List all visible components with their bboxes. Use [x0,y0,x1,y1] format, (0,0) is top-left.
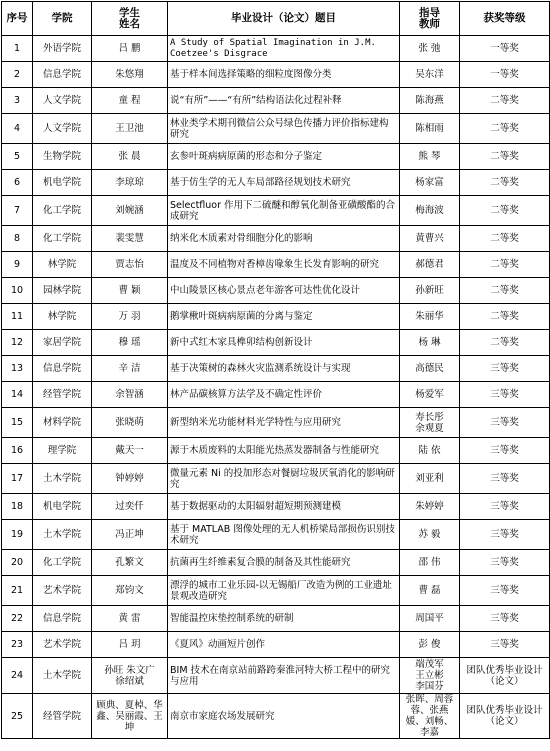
cell-seq: 4 [2,114,33,144]
table-row [2,576,550,606]
cell-student: 过奕仟 [92,494,168,520]
cell-seq: 15 [2,408,33,438]
table-row [2,170,550,196]
cell-student: 刘婉涵 [92,196,168,226]
table-row [2,252,550,278]
cell-title: 鹅掌楸叶斑病病原菌的分离与鉴定 [168,304,400,330]
table-row [2,196,550,226]
cell-college: 信息学院 [33,356,92,382]
cell-award: 二等奖 [460,330,550,356]
cell-seq: 9 [2,252,33,278]
cell-student: 戴天一 [92,438,168,464]
cell-college: 外语学院 [33,36,92,62]
cell-advisor: 梅海波 [400,196,460,226]
cell-award: 二等奖 [460,114,550,144]
cell-student: 余智涵 [92,382,168,408]
cell-advisor: 曹 磊 [400,576,460,606]
cell-college: 机电学院 [33,494,92,520]
cell-title: 说“有所”——“有所”结构语法化过程补释 [168,88,400,114]
table-row [2,144,550,170]
cell-seq: 1 [2,36,33,62]
cell-student: 贾志怡 [92,252,168,278]
cell-student: 王卫池 [92,114,168,144]
cell-seq: 24 [2,658,33,694]
cell-advisor: 熊 琴 [400,144,460,170]
cell-title: 林业类学术期刊微信公众号绿色传播力评价指标建构研究 [168,114,400,144]
cell-advisor: 朱婷婷 [400,494,460,520]
cell-award: 二等奖 [460,144,550,170]
cell-title: 基于样本间选择策略的细粒度图像分类 [168,62,400,88]
cell-award: 二等奖 [460,278,550,304]
cell-title: 抗菌再生纤维素复合膜的制备及其性能研究 [168,550,400,576]
cell-award: 三等奖 [460,464,550,494]
cell-title: 温度及不同植物对香樟齿喙象生长发育影响的研究 [168,252,400,278]
cell-college: 化工学院 [33,550,92,576]
cell-award: 二等奖 [460,252,550,278]
cell-student: 曹 颖 [92,278,168,304]
cell-advisor: 黄曹兴 [400,226,460,252]
cell-student: 裴雯慧 [92,226,168,252]
cell-advisor: 陈相雨 [400,114,460,144]
cell-seq: 19 [2,520,33,550]
cell-college: 机电学院 [33,170,92,196]
table-row [2,330,550,356]
header-award: 获奖等级 [460,2,550,36]
cell-student: 吕 玥 [92,632,168,658]
cell-seq: 6 [2,170,33,196]
cell-advisor: 端茂军 王立彬 李国芬 [400,658,460,694]
cell-advisor: 苏 毅 [400,520,460,550]
cell-advisor: 朱丽华 [400,304,460,330]
cell-seq: 17 [2,464,33,494]
cell-title: 源于木质废料的太阳能光热蒸发器制备与性能研究 [168,438,400,464]
cell-seq: 20 [2,550,33,576]
cell-student: 辛 洁 [92,356,168,382]
cell-advisor: 寿长彤 余观夏 [400,408,460,438]
cell-award: 三等奖 [460,520,550,550]
cell-seq: 11 [2,304,33,330]
cell-title: 基于决策树的森林火灾监测系统设计与实现 [168,356,400,382]
cell-advisor: 孙新旺 [400,278,460,304]
cell-college: 土木学院 [33,464,92,494]
cell-student: 朱悠翔 [92,62,168,88]
table-row [2,356,550,382]
cell-student: 李琼琼 [92,170,168,196]
cell-award: 二等奖 [460,88,550,114]
cell-student: 郑钧文 [92,576,168,606]
cell-seq: 7 [2,196,33,226]
table-row [2,226,550,252]
cell-seq: 10 [2,278,33,304]
cell-student: 黄 雷 [92,606,168,632]
table-row [2,408,550,438]
table-row [2,520,550,550]
cell-award: 三等奖 [460,550,550,576]
cell-college: 经管学院 [33,382,92,408]
table-row [2,464,550,494]
cell-college: 材料学院 [33,408,92,438]
cell-student: 张晓萌 [92,408,168,438]
cell-seq: 23 [2,632,33,658]
cell-advisor: 张 弛 [400,36,460,62]
cell-college: 信息学院 [33,62,92,88]
cell-college: 化工学院 [33,196,92,226]
cell-award: 三等奖 [460,606,550,632]
cell-award: 三等奖 [460,356,550,382]
cell-award: 团队优秀毕业设计（论文） [460,694,550,739]
cell-student: 张 晨 [92,144,168,170]
cell-student: 钟婷婷 [92,464,168,494]
header-seq: 序号 [2,2,33,36]
cell-title: A Study of Spatial Imagination in J.M. Coetzee's Disgrace [168,36,400,62]
cell-advisor: 杨家富 [400,170,460,196]
table-body [2,36,550,739]
cell-seq: 14 [2,382,33,408]
cell-title: Selectfluor 作用下二硫醚和醇氧化制备亚磺酸酯的合成研究 [168,196,400,226]
header-advisor: 指导 教师 [400,2,460,36]
table-row [2,278,550,304]
table-row [2,550,550,576]
header-row [2,2,550,36]
cell-advisor: 杨爱军 [400,382,460,408]
cell-college: 人文学院 [33,114,92,144]
cell-award: 三等奖 [460,408,550,438]
cell-seq: 21 [2,576,33,606]
cell-advisor: 周国平 [400,606,460,632]
cell-college: 人文学院 [33,88,92,114]
cell-advisor: 吴东洋 [400,62,460,88]
table-row [2,694,550,739]
cell-student: 冯正坤 [92,520,168,550]
cell-advisor: 陆 依 [400,438,460,464]
cell-award: 一等奖 [460,62,550,88]
table-row [2,114,550,144]
cell-title: 微量元素 Ni 的投加形态对餐厨垃圾厌氧消化的影响研究 [168,464,400,494]
cell-seq: 25 [2,694,33,739]
cell-advisor: 陈海燕 [400,88,460,114]
cell-title: 纳米化木质素对骨细胞分化的影响 [168,226,400,252]
cell-student: 孔繁文 [92,550,168,576]
cell-title: 中山陵景区核心景点老年游客可达性优化设计 [168,278,400,304]
cell-seq: 2 [2,62,33,88]
cell-title: 新中式红木家具榫卯结构创新设计 [168,330,400,356]
cell-seq: 18 [2,494,33,520]
cell-award: 二等奖 [460,226,550,252]
cell-award: 三等奖 [460,632,550,658]
cell-title: 基于仿生学的无人车局部路径规划技术研究 [168,170,400,196]
cell-seq: 3 [2,88,33,114]
cell-title: 智能温控床垫控制系统的研制 [168,606,400,632]
header-student: 学生 姓名 [92,2,168,36]
cell-award: 三等奖 [460,576,550,606]
cell-seq: 22 [2,606,33,632]
table-row [2,88,550,114]
cell-award: 三等奖 [460,494,550,520]
cell-college: 土木学院 [33,520,92,550]
cell-college: 信息学院 [33,606,92,632]
cell-title: 《夏风》动画短片创作 [168,632,400,658]
cell-college: 艺术学院 [33,632,92,658]
cell-college: 林学院 [33,304,92,330]
cell-student: 童 程 [92,88,168,114]
cell-college: 林学院 [33,252,92,278]
cell-seq: 8 [2,226,33,252]
cell-college: 艺术学院 [33,576,92,606]
table-row [2,36,550,62]
cell-student: 顾典、夏棹、华鑫、吴丽霞、王坤 [92,694,168,739]
cell-award: 三等奖 [460,438,550,464]
table-row [2,438,550,464]
cell-award: 二等奖 [460,170,550,196]
cell-award: 二等奖 [460,304,550,330]
cell-award: 三等奖 [460,382,550,408]
cell-seq: 5 [2,144,33,170]
cell-title: 新型纳米光功能材料光学特性与应用研究 [168,408,400,438]
table-row [2,494,550,520]
table-row [2,658,550,694]
cell-college: 园林学院 [33,278,92,304]
table-row [2,382,550,408]
cell-advisor: 杨 琳 [400,330,460,356]
cell-advisor: 张晖、周蓉蓉、张燕媛、刘畅、李嘉 [400,694,460,739]
table-row [2,632,550,658]
cell-advisor: 邵 伟 [400,550,460,576]
cell-title: 林产品碳核算方法学及不确定性评价 [168,382,400,408]
cell-seq: 13 [2,356,33,382]
cell-title: 南京市家庭农场发展研究 [168,694,400,739]
cell-seq: 16 [2,438,33,464]
cell-title: 漂浮的城市工业乐园-以无锡船厂改造为例的工业遗址景观改造研究 [168,576,400,606]
cell-student: 万 羽 [92,304,168,330]
cell-college: 土木学院 [33,658,92,694]
cell-award: 二等奖 [460,196,550,226]
cell-title: 玄参叶斑病病原菌的形态和分子鉴定 [168,144,400,170]
awards-table [1,1,550,739]
cell-title: 基于数据驱动的太阳辐射超短期预测建模 [168,494,400,520]
table-row [2,62,550,88]
cell-student: 穆 瑶 [92,330,168,356]
cell-student: 吕 鹏 [92,36,168,62]
cell-college: 经管学院 [33,694,92,739]
cell-advisor: 高德民 [400,356,460,382]
table-row [2,606,550,632]
cell-seq: 12 [2,330,33,356]
cell-college: 理学院 [33,438,92,464]
cell-award: 团队优秀毕业设计（论文） [460,658,550,694]
table-row [2,304,550,330]
cell-college: 家居学院 [33,330,92,356]
cell-advisor: 郝德君 [400,252,460,278]
cell-award: 一等奖 [460,36,550,62]
cell-student: 孙旺 朱文广 徐绍斌 [92,658,168,694]
header-college: 学院 [33,2,92,36]
cell-advisor: 刘亚利 [400,464,460,494]
cell-advisor: 彭 俊 [400,632,460,658]
cell-title: BIM 技术在南京站前路跨秦淮河特大桥工程中的研究与应用 [168,658,400,694]
cell-college: 生物学院 [33,144,92,170]
cell-college: 化工学院 [33,226,92,252]
cell-title: 基于 MATLAB 图像处理的无人机桥梁局部损伤识别技术研究 [168,520,400,550]
header-title: 毕业设计（论文）题目 [168,2,400,36]
